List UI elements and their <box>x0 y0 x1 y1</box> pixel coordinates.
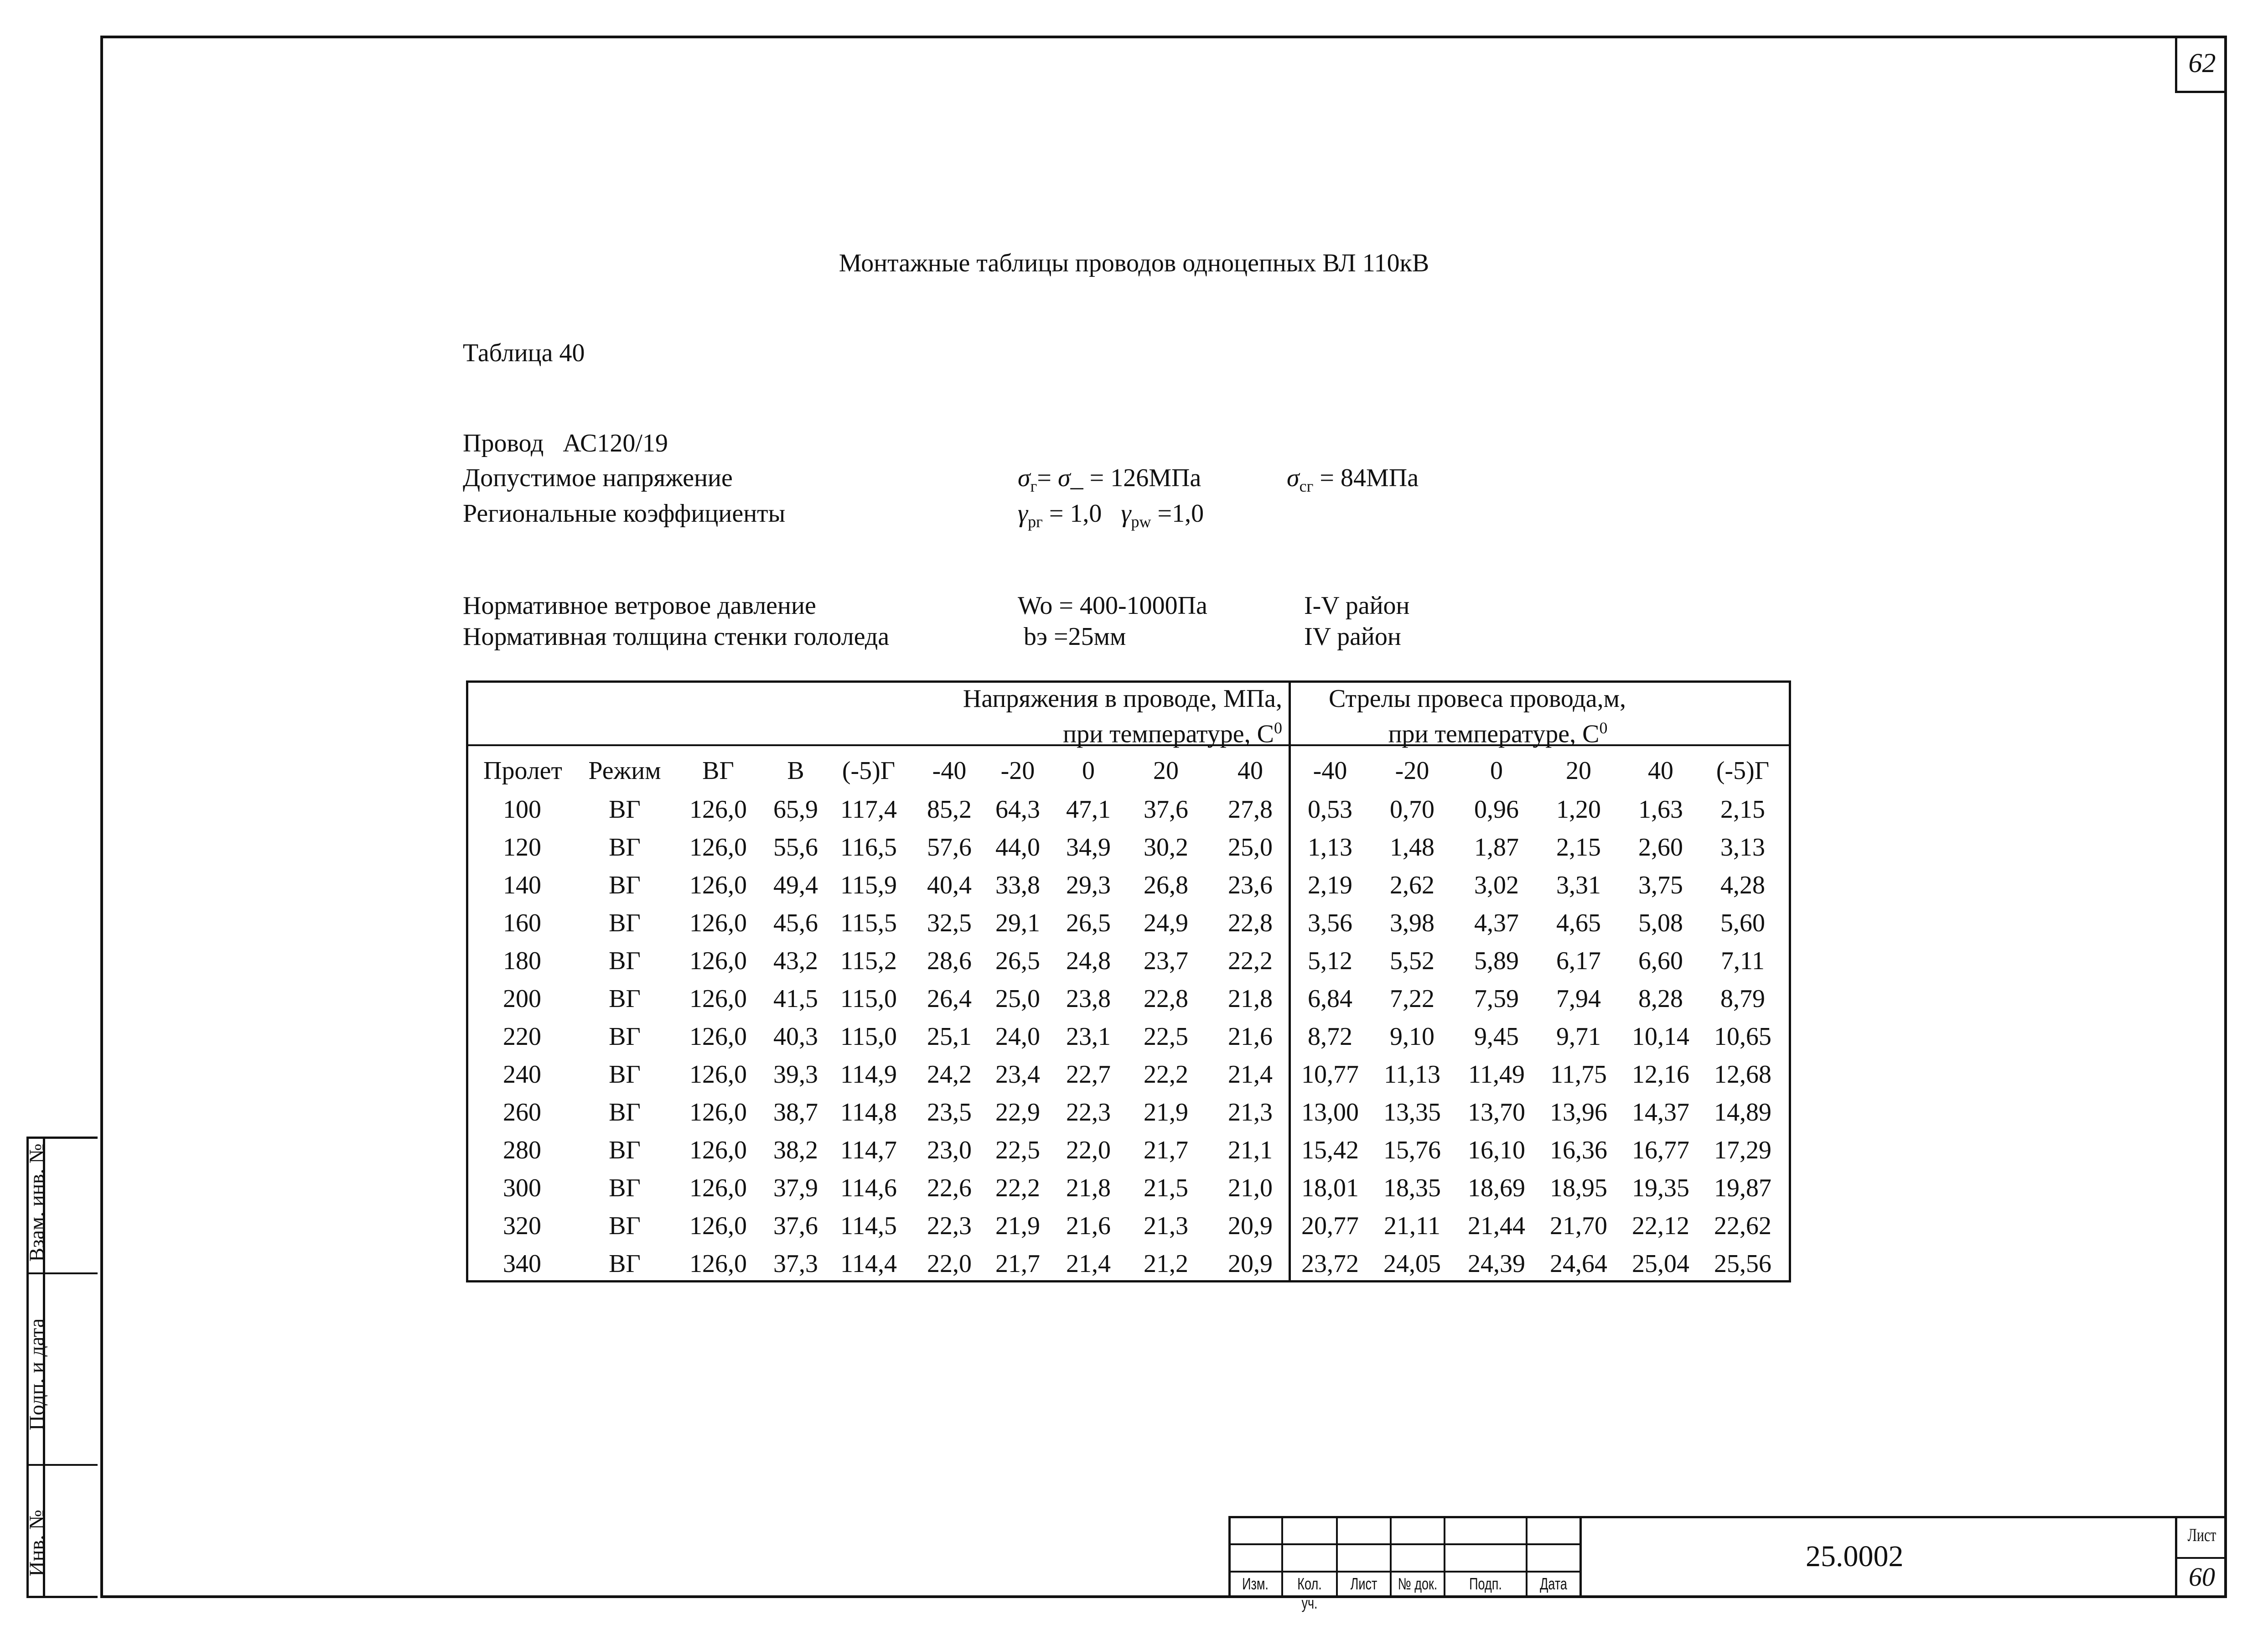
table-cell: ВГ <box>609 1174 641 1202</box>
table-cell: 16,36 <box>1550 1136 1607 1164</box>
column-header: 40 <box>1648 757 1673 785</box>
table-cell: 0,70 <box>1390 795 1434 824</box>
table-cell: 7,11 <box>1721 947 1765 975</box>
table-cell: 4,65 <box>1556 909 1601 937</box>
table-cell: 22,8 <box>1228 909 1273 937</box>
margin-inv-no: Инв. № <box>25 1510 48 1577</box>
table-cell: 11,13 <box>1384 1060 1440 1089</box>
table-cell: 160 <box>503 909 541 937</box>
table-vertical-divider <box>1289 680 1291 1282</box>
table-cell: 14,89 <box>1714 1098 1771 1126</box>
table-cell: ВГ <box>609 1023 641 1051</box>
tb-col-6 <box>1579 1516 1582 1598</box>
table-cell: 3,02 <box>1474 871 1519 899</box>
sigma-equals: = <box>1037 464 1051 492</box>
margin-separator-1 <box>26 1272 98 1274</box>
table-cell: 100 <box>503 795 541 824</box>
stress-degree-sup: 0 <box>1274 719 1282 737</box>
table-cell: 21,4 <box>1228 1060 1273 1089</box>
table-cell: 34,9 <box>1066 833 1111 862</box>
tb-left-border <box>1228 1516 1231 1598</box>
table-cell: 7,22 <box>1390 985 1434 1013</box>
table-cell: 38,7 <box>773 1098 818 1126</box>
table-cell: 21,0 <box>1228 1174 1273 1202</box>
table-cell: 22,9 <box>995 1098 1040 1126</box>
ice-label: Нормативная толщина стенки гололеда <box>463 623 890 651</box>
table-cell: 17,29 <box>1714 1136 1771 1164</box>
regional-label: Региональные коэффициенты <box>463 499 786 528</box>
table-cell: 126,0 <box>689 795 747 824</box>
table-cell: 3,75 <box>1638 871 1683 899</box>
column-header: (-5)Г <box>842 757 896 785</box>
table-cell: 21,9 <box>1144 1098 1188 1126</box>
table-cell: 21,8 <box>1228 985 1273 1013</box>
tb-sheet-line <box>2175 1557 2227 1559</box>
tb-label-izm: Изм. <box>1242 1574 1269 1593</box>
table-cell: 22,5 <box>1144 1023 1188 1051</box>
table-cell: 25,0 <box>1228 833 1273 862</box>
gamma-symbol: γ <box>1018 499 1028 528</box>
table-cell: 37,3 <box>773 1250 818 1278</box>
wind-label: Нормативное ветровое давление <box>463 592 816 620</box>
table-cell: 115,9 <box>840 871 897 899</box>
sigma-symbol: σ <box>1018 464 1030 492</box>
table-cell: 38,2 <box>773 1136 818 1164</box>
table-cell: 23,8 <box>1066 985 1111 1013</box>
table-cell: 37,9 <box>773 1174 818 1202</box>
allowed-stress-label: Допустимое напряжение <box>463 464 733 492</box>
stress-group-header <box>821 684 1282 749</box>
table-cell: 2,62 <box>1390 871 1434 899</box>
table-cell: 19,35 <box>1632 1174 1689 1202</box>
table-cell: 29,1 <box>995 909 1040 937</box>
table-cell: 6,17 <box>1556 947 1601 975</box>
table-cell: 13,00 <box>1301 1098 1359 1126</box>
table-cell: 37,6 <box>1144 795 1188 824</box>
margin-replaced: Взам. инв. № <box>25 1143 48 1262</box>
table-cell: ВГ <box>609 1060 641 1089</box>
table-cell: 22,6 <box>927 1174 972 1202</box>
table-cell: 114,7 <box>840 1136 897 1164</box>
gamma-pr-sub: рг <box>1028 513 1043 531</box>
table-cell: 23,7 <box>1144 947 1188 975</box>
tb-label-kol: Кол. уч. <box>1297 1574 1322 1612</box>
table-cell: 126,0 <box>689 1174 747 1202</box>
wire-row <box>463 429 668 458</box>
table-cell: 126,0 <box>689 985 747 1013</box>
tb-col-4 <box>1444 1516 1445 1598</box>
table-cell: 8,28 <box>1638 985 1683 1013</box>
table-cell: 117,4 <box>840 795 897 824</box>
table-cell: 240 <box>503 1060 541 1089</box>
table-cell: 1,87 <box>1474 833 1519 862</box>
column-header: 0 <box>1490 757 1503 785</box>
tb-label-doc: № док. <box>1398 1574 1438 1593</box>
table-cell: 126,0 <box>689 871 747 899</box>
table-cell: 8,79 <box>1720 985 1765 1013</box>
table-cell: 126,0 <box>689 1060 747 1089</box>
table-cell: 21,7 <box>1144 1136 1188 1164</box>
table-cell: 28,6 <box>927 947 972 975</box>
table-cell: 260 <box>503 1098 541 1126</box>
table-cell: 2,19 <box>1308 871 1352 899</box>
allowed-stress-value <box>1018 463 1201 496</box>
table-cell: 120 <box>503 833 541 862</box>
tb-col-5 <box>1526 1516 1528 1598</box>
table-cell: 320 <box>503 1212 541 1240</box>
table-cell: 13,35 <box>1383 1098 1441 1126</box>
table-cell: 25,1 <box>927 1023 972 1051</box>
table-cell: 3,98 <box>1390 909 1434 937</box>
table-cell: ВГ <box>609 1250 641 1278</box>
stress-header-line2-wrap <box>821 713 1282 749</box>
table-cell: 25,56 <box>1714 1250 1771 1278</box>
sigma-cr <box>1287 463 1419 496</box>
table-cell: 5,08 <box>1638 909 1683 937</box>
table-cell: 25,04 <box>1632 1250 1689 1278</box>
table-cell: 126,0 <box>689 947 747 975</box>
table-cell: ВГ <box>609 947 641 975</box>
table-cell: 114,5 <box>840 1212 897 1240</box>
table-cell: 27,8 <box>1228 795 1273 824</box>
table-cell: 21,70 <box>1550 1212 1607 1240</box>
table-cell: 22,2 <box>1144 1060 1188 1089</box>
table-cell: 55,6 <box>773 833 818 862</box>
table-cell: 10,77 <box>1301 1060 1359 1089</box>
table-cell: 18,35 <box>1383 1174 1441 1202</box>
column-header: -40 <box>1313 757 1347 785</box>
table-cell: ВГ <box>609 795 641 824</box>
table-cell: 22,0 <box>1066 1136 1111 1164</box>
table-cell: ВГ <box>609 1136 641 1164</box>
table-cell: 21,9 <box>995 1212 1040 1240</box>
table-cell: 12,68 <box>1714 1060 1771 1089</box>
table-cell: 26,5 <box>995 947 1040 975</box>
table-cell: 40,4 <box>927 871 972 899</box>
table-cell: 24,64 <box>1550 1250 1607 1278</box>
table-cell: 10,14 <box>1632 1023 1689 1051</box>
stress-header-line1: Напряжения в проводе, МПа, <box>963 685 1282 713</box>
table-cell: 22,12 <box>1632 1212 1689 1240</box>
table-cell: 126,0 <box>689 833 747 862</box>
table-cell: 49,4 <box>773 871 818 899</box>
table-cell: 22,0 <box>927 1250 972 1278</box>
table-cell: ВГ <box>609 871 641 899</box>
column-header: Пролет <box>483 757 562 785</box>
table-cell: 41,5 <box>773 985 818 1013</box>
document-number: 25.0002 <box>1806 1540 1904 1573</box>
table-cell: 200 <box>503 985 541 1013</box>
table-cell: 220 <box>503 1023 541 1051</box>
sag-header-line2: при температуре, С <box>1388 720 1600 748</box>
column-header: 20 <box>1566 757 1591 785</box>
tb-label-podp: Подп. <box>1469 1574 1502 1593</box>
table-cell: 43,2 <box>773 947 818 975</box>
table-cell: 10,65 <box>1714 1023 1771 1051</box>
table-cell: 24,8 <box>1066 947 1111 975</box>
table-cell: 18,01 <box>1301 1174 1359 1202</box>
table-cell: 21,4 <box>1066 1250 1111 1278</box>
page-title: Монтажные таблицы проводов одноцепных ВЛ 110кВ <box>839 249 1429 277</box>
table-cell: 2,15 <box>1556 833 1601 862</box>
table-cell: 14,37 <box>1632 1098 1689 1126</box>
table-cell: 21,6 <box>1066 1212 1111 1240</box>
table-cell: 21,3 <box>1144 1212 1188 1240</box>
table-cell: 39,3 <box>773 1060 818 1089</box>
table-cell: 1,63 <box>1638 795 1683 824</box>
wind-region: I-V район <box>1304 592 1410 620</box>
table-cell: 2,60 <box>1638 833 1683 862</box>
top-sheet-number: 62 <box>2175 36 2227 93</box>
table-cell: 4,37 <box>1474 909 1519 937</box>
table-cell: 126,0 <box>689 909 747 937</box>
table-cell: 65,9 <box>773 795 818 824</box>
table-cell: 22,3 <box>1066 1098 1111 1126</box>
sag-group-header <box>1295 684 1660 749</box>
table-label: Таблица 40 <box>463 339 585 367</box>
table-cell: 21,8 <box>1066 1174 1111 1202</box>
table-cell: 33,8 <box>995 871 1040 899</box>
sigma-value: = 126МПа <box>1089 464 1201 492</box>
table-cell: 16,10 <box>1468 1136 1525 1164</box>
table-cell: 21,1 <box>1228 1136 1273 1164</box>
table-cell: 3,31 <box>1556 871 1601 899</box>
table-cell: 23,72 <box>1301 1250 1359 1278</box>
table-cell: 18,69 <box>1468 1174 1525 1202</box>
table-cell: 37,6 <box>773 1212 818 1240</box>
table-cell: 21,11 <box>1384 1212 1440 1240</box>
table-cell: ВГ <box>609 985 641 1013</box>
table-cell: 340 <box>503 1250 541 1278</box>
table-cell: 20,9 <box>1228 1212 1273 1240</box>
table-cell: 11,75 <box>1550 1060 1607 1089</box>
table-cell: 280 <box>503 1136 541 1164</box>
wire-label: Провод <box>463 429 544 457</box>
table-cell: 26,8 <box>1144 871 1188 899</box>
table-cell: 21,3 <box>1228 1098 1273 1126</box>
column-header: 20 <box>1153 757 1179 785</box>
tb-sheet-value: 60 <box>2189 1562 2215 1592</box>
table-cell: 6,84 <box>1308 985 1352 1013</box>
table-cell: 24,39 <box>1468 1250 1525 1278</box>
sigma-cr-symbol: σ <box>1287 464 1300 492</box>
gamma-pr-value: = 1,0 <box>1042 499 1102 528</box>
tb-sheet-label: Лист <box>2187 1525 2216 1545</box>
table-cell: 9,45 <box>1474 1023 1519 1051</box>
table-cell: 7,59 <box>1474 985 1519 1013</box>
table-cell: 16,77 <box>1632 1136 1689 1164</box>
table-cell: 4,28 <box>1720 871 1765 899</box>
table-cell: 1,13 <box>1308 833 1352 862</box>
table-cell: 22,7 <box>1066 1060 1111 1089</box>
table-cell: 114,9 <box>840 1060 897 1089</box>
table-cell: 20,77 <box>1301 1212 1359 1240</box>
sigma-blank: _ <box>1070 464 1083 492</box>
table-cell: ВГ <box>609 1212 641 1240</box>
wind-value: Wo = 400-1000Па <box>1018 592 1207 620</box>
table-cell: 24,2 <box>927 1060 972 1089</box>
regional-values <box>1018 499 1204 531</box>
table-cell: 26,4 <box>927 985 972 1013</box>
table-cell: 140 <box>503 871 541 899</box>
sag-header-line2-wrap <box>1295 713 1660 749</box>
table-cell: 300 <box>503 1174 541 1202</box>
table-cell: 57,6 <box>927 833 972 862</box>
table-cell: 180 <box>503 947 541 975</box>
table-cell: 22,2 <box>995 1174 1040 1202</box>
column-header: В <box>787 757 804 785</box>
table-cell: 21,2 <box>1144 1250 1188 1278</box>
column-header: -20 <box>1395 757 1429 785</box>
table-cell: 12,16 <box>1632 1060 1689 1089</box>
margin-separator-2 <box>26 1464 98 1466</box>
table-cell: 15,76 <box>1383 1136 1441 1164</box>
table-cell: 9,10 <box>1390 1023 1434 1051</box>
table-cell: 115,0 <box>840 1023 897 1051</box>
table-cell: 21,44 <box>1468 1212 1525 1240</box>
ice-region: IV район <box>1304 623 1401 651</box>
gamma-pw-sub: pw <box>1131 513 1151 531</box>
table-cell: 5,12 <box>1308 947 1352 975</box>
table-cell: 24,9 <box>1144 909 1188 937</box>
table-cell: 18,95 <box>1550 1174 1607 1202</box>
table-cell: 21,6 <box>1228 1023 1273 1051</box>
table-cell: 126,0 <box>689 1023 747 1051</box>
table-cell: 21,7 <box>995 1250 1040 1278</box>
table-cell: 3,56 <box>1308 909 1352 937</box>
wire-value: АС120/19 <box>563 429 668 457</box>
table-cell: 126,0 <box>689 1250 747 1278</box>
table-cell: 9,71 <box>1556 1023 1601 1051</box>
margin-sign-date: Подп. и дата <box>25 1318 48 1431</box>
column-header: Режим <box>588 757 661 785</box>
table-cell: 22,8 <box>1144 985 1188 1013</box>
table-cell: 15,42 <box>1301 1136 1359 1164</box>
table-cell: 3,13 <box>1720 833 1765 862</box>
table-cell: 45,6 <box>773 909 818 937</box>
table-cell: 22,2 <box>1228 947 1273 975</box>
table-cell: 22,62 <box>1714 1212 1771 1240</box>
table-cell: 126,0 <box>689 1098 747 1126</box>
table-cell: 64,3 <box>995 795 1040 824</box>
stress-header-line2: при температуре, С <box>1063 720 1274 748</box>
tb-col-3 <box>1390 1516 1392 1598</box>
table-cell: 29,3 <box>1066 871 1111 899</box>
table-cell: 20,9 <box>1228 1250 1273 1278</box>
table-cell: 24,0 <box>995 1023 1040 1051</box>
tb-label-list: Лист <box>1350 1574 1377 1593</box>
table-cell: 2,15 <box>1720 795 1765 824</box>
table-cell: 85,2 <box>927 795 972 824</box>
tb-col-2 <box>1336 1516 1338 1598</box>
table-cell: 13,96 <box>1550 1098 1607 1126</box>
gamma-pw-value: =1,0 <box>1151 499 1204 528</box>
table-cell: 21,5 <box>1144 1174 1188 1202</box>
table-cell: 22,3 <box>927 1212 972 1240</box>
sag-degree-sup: 0 <box>1599 719 1608 737</box>
mounting-table <box>466 680 1791 1282</box>
column-header: ВГ <box>702 757 734 785</box>
table-cell: 23,5 <box>927 1098 972 1126</box>
table-cell: 23,6 <box>1228 871 1273 899</box>
table-cell: 11,49 <box>1468 1060 1525 1089</box>
column-header: (-5)Г <box>1716 757 1770 785</box>
table-cell: 23,4 <box>995 1060 1040 1089</box>
table-cell: 23,0 <box>927 1136 972 1164</box>
table-cell: 44,0 <box>995 833 1040 862</box>
table-cell: 47,1 <box>1066 795 1111 824</box>
table-cell: 25,0 <box>995 985 1040 1013</box>
table-cell: 1,20 <box>1556 795 1601 824</box>
ice-value: bэ =25мм <box>1024 623 1126 651</box>
table-cell: 1,48 <box>1390 833 1434 862</box>
table-cell: 115,5 <box>840 909 897 937</box>
table-cell: 5,60 <box>1720 909 1765 937</box>
table-cell: 116,5 <box>840 833 897 862</box>
table-cell: 30,2 <box>1144 833 1188 862</box>
table-cell: 23,1 <box>1066 1023 1111 1051</box>
table-cell: 26,5 <box>1066 909 1111 937</box>
gamma-symbol-2: γ <box>1121 499 1131 528</box>
table-cell: 6,60 <box>1638 947 1683 975</box>
column-header: -20 <box>1000 757 1035 785</box>
table-cell: 40,3 <box>773 1023 818 1051</box>
column-header: 0 <box>1082 757 1095 785</box>
sag-header-line1: Стрелы провеса провода,м, <box>1328 685 1626 713</box>
table-cell: 114,8 <box>840 1098 897 1126</box>
table-cell: 115,2 <box>840 947 897 975</box>
table-cell: 13,70 <box>1468 1098 1525 1126</box>
table-cell: 8,72 <box>1308 1023 1352 1051</box>
table-cell: 114,6 <box>840 1174 897 1202</box>
sigma-symbol-2: σ <box>1057 464 1071 492</box>
table-cell: 126,0 <box>689 1212 747 1240</box>
sigma-cr-value: = 84МПа <box>1320 464 1419 492</box>
column-header: 40 <box>1238 757 1263 785</box>
tb-label-date: Дата <box>1540 1574 1567 1593</box>
table-cell: 115,0 <box>840 985 897 1013</box>
table-cell: ВГ <box>609 909 641 937</box>
table-cell: 24,05 <box>1383 1250 1441 1278</box>
tb-col-1 <box>1281 1516 1283 1598</box>
table-cell: 19,87 <box>1714 1174 1771 1202</box>
sigma-cr-sub: сг <box>1299 477 1314 496</box>
column-header: -40 <box>932 757 967 785</box>
table-cell: ВГ <box>609 833 641 862</box>
table-cell: 5,52 <box>1390 947 1434 975</box>
table-cell: 32,5 <box>927 909 972 937</box>
table-cell: 0,96 <box>1474 795 1519 824</box>
table-cell: 0,53 <box>1308 795 1352 824</box>
table-cell: 114,4 <box>840 1250 897 1278</box>
table-cell: 126,0 <box>689 1136 747 1164</box>
sigma-r-sub: г <box>1030 477 1037 496</box>
table-cell: 5,89 <box>1474 947 1519 975</box>
table-cell: ВГ <box>609 1098 641 1126</box>
table-cell: 7,94 <box>1556 985 1601 1013</box>
table-cell: 22,5 <box>995 1136 1040 1164</box>
